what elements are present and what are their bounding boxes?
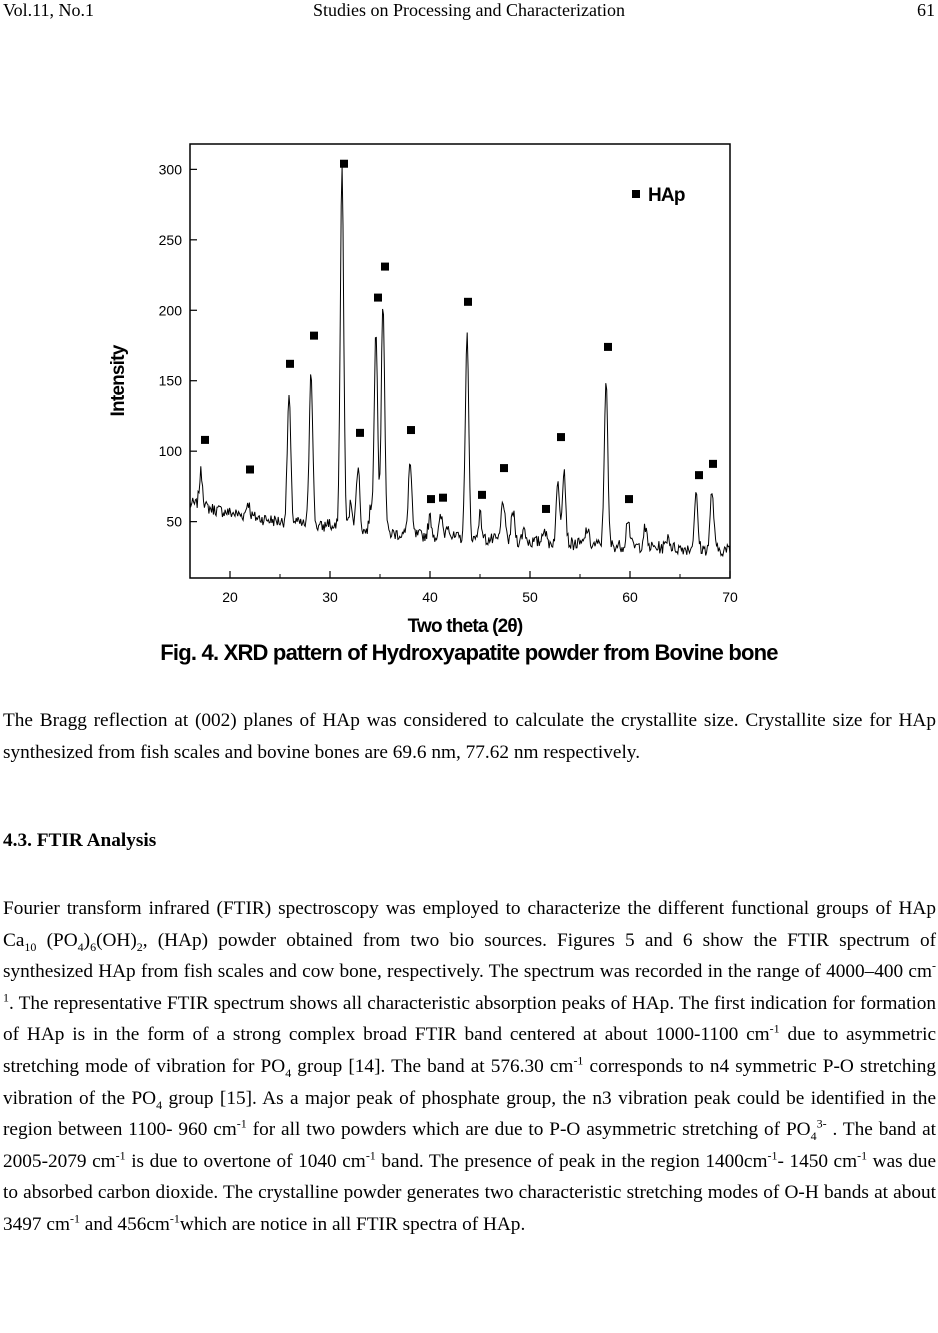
x-axis-label: Two theta (2θ) (407, 616, 523, 637)
page-header (0, 0, 938, 22)
y-tick-label: 100 (158, 443, 182, 460)
superscript: 3- (816, 1116, 827, 1131)
peak-marker (500, 464, 508, 472)
superscript: -1 (3, 958, 936, 1005)
peak-marker (310, 332, 318, 340)
text-run: . The representative FTIR spectrum shows all characteristic absorption peaks of HAp. The first indication for formation of HAp is in the form of a strong complex broad FTIR band centered at about 1000-1100 cm (3, 992, 936, 1046)
text-run: and 456cm (79, 1213, 170, 1235)
subscript: 2 (136, 939, 143, 954)
superscript: -1 (115, 1148, 126, 1163)
text-run: for all two powders which are due to P-O asymmetric stretching of PO (246, 1119, 811, 1141)
peak-marker (286, 360, 294, 368)
peak-marker (542, 505, 550, 513)
journal-volume: Vol.11, No.1 (3, 0, 95, 20)
text-run: group [14]. The band at 576.30 cm (291, 1055, 574, 1077)
text-run: group [15]. As a major peak of phosphate group, the n3 vibration peak could be identified in the region between 1100- 960 cm (3, 1087, 936, 1141)
peak-marker (427, 495, 435, 503)
legend-label: HAp (648, 185, 685, 206)
legend-marker (632, 190, 640, 198)
text-run: is due to overtone of 1040 cm (125, 1150, 366, 1172)
peak-marker (201, 436, 209, 444)
paragraph-crystallite-size: The Bragg reflection at (002) planes of HAp was considered to calculate the crystallite size. Crystallite size for HAp synthesized from fish scales and bovine bones are 69.6 nm, 77.62 nm respectively. (3, 710, 936, 763)
y-tick-label: 150 (158, 372, 182, 389)
y-tick-label: 50 (166, 513, 182, 530)
peak-marker (557, 433, 565, 441)
peak-marker (464, 298, 472, 306)
x-tick-label: 50 (522, 589, 538, 605)
x-tick-label: 30 (322, 589, 338, 605)
text-run: . The band at 2005-2079 cm (3, 1119, 937, 1172)
text-run: , (HAp) powder obtained from two bio sources. Figures 5 and 6 show the FTIR spectrum of synthesized HAp from fish scales and cow bone, respectively. The spectrum was recorded in the range of 4000–400 cm (3, 929, 937, 983)
text-run: was due to absorbed carbon dioxide. The crystalline powder generates two characteristic stretching modes of O-H bands at about 3497 cm (3, 1150, 937, 1235)
running-title: Studies on Processing and Characterization (313, 0, 625, 20)
text-run: Fourier transform infrared (FTIR) spectroscopy was employed to characterize the different functional groups of HAp Ca (3, 898, 936, 951)
y-axis-label: Intensity (108, 345, 129, 417)
text-run: band. The presence of peak in the region 1400cm (375, 1150, 768, 1172)
peak-marker (381, 263, 389, 271)
peak-marker (604, 343, 612, 351)
superscript: -1 (769, 1021, 780, 1036)
text-run: due to asymmetric stretching mode of vibration for PO (3, 1024, 936, 1077)
y-tick-label: 200 (158, 302, 182, 319)
x-tick-label: 20 (222, 589, 238, 605)
peak-marker (246, 466, 254, 474)
figure-caption: Fig. 4. XRD pattern of Hydroxyapatite powder from Bovine bone (160, 640, 778, 665)
text-run: - 1450 cm (777, 1150, 858, 1172)
peak-marker (439, 494, 447, 502)
peak-marker (340, 160, 348, 168)
section-heading: 4.3. FTIR Analysis (3, 830, 157, 851)
y-tick-label: 300 (158, 161, 182, 178)
subscript: 4 (156, 1097, 163, 1112)
paragraph-ftir (3, 893, 936, 1241)
subscript: 6 (90, 939, 97, 954)
plot-frame (190, 144, 730, 578)
peak-marker (709, 460, 717, 468)
series-hap (190, 167, 730, 556)
x-tick-label: 40 (422, 589, 438, 605)
superscript: -1 (857, 1148, 868, 1163)
peak-marker (356, 429, 364, 437)
text-run: which are notice in all FTIR spectra of HAp. (179, 1213, 526, 1235)
superscript: -1 (365, 1148, 376, 1163)
peak-marker (478, 491, 486, 499)
superscript: -1 (69, 1211, 80, 1226)
text-run: (PO (36, 929, 78, 951)
subscript: 4 (77, 939, 84, 954)
superscript: -1 (573, 1053, 584, 1068)
superscript: -1 (236, 1116, 247, 1131)
peak-marker (374, 294, 382, 302)
peak-marker (625, 495, 633, 503)
xrd-chart (0, 120, 938, 640)
subscript: 10 (24, 939, 37, 954)
page-number: 61 (917, 0, 935, 20)
superscript: -1 (169, 1211, 180, 1226)
subscript: 4 (810, 1129, 817, 1144)
x-tick-label: 60 (622, 589, 638, 605)
text-run: corresponds to n4 symmetric P-O stretching vibration of the PO (3, 1055, 936, 1109)
x-tick-label: 70 (722, 589, 738, 605)
legend (632, 185, 685, 206)
text-run: (OH) (96, 929, 137, 951)
y-tick-label: 250 (158, 231, 182, 248)
peak-marker (407, 426, 415, 434)
text-run: ) (83, 929, 91, 951)
superscript: -1 (767, 1148, 778, 1163)
peak-marker (695, 471, 703, 479)
subscript: 4 (285, 1065, 292, 1080)
